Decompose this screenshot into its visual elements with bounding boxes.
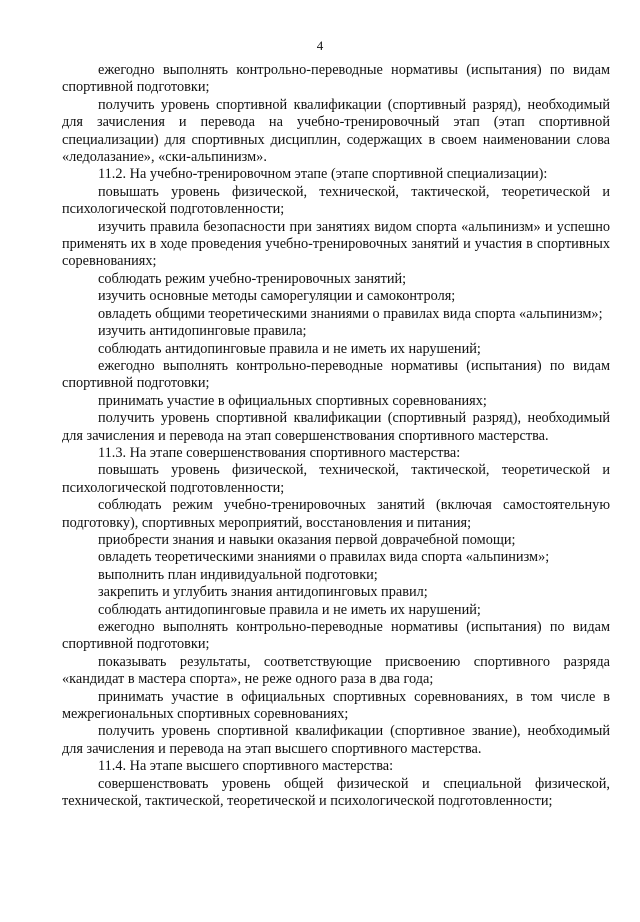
paragraph: ежегодно выполнять контрольно-переводные нормативы (испытания) по видам спортивной подготовки; [62,62,610,96]
paragraph: принимать участие в официальных спортивных соревнованиях; [98,392,487,409]
paragraph: изучить основные методы саморегуляции и самоконтроля; [98,288,456,305]
paragraph: овладеть теоретическими знаниями о правилах вида спорта «альпинизм»; [98,549,550,566]
paragraph: совершенствовать уровень общей физической и специальной физической, технической, тактической, теоретической и психологической подготовленности; [62,775,610,810]
paragraph: выполнить план индивидуальной подготовки; [98,566,378,583]
paragraph: получить уровень спортивной квалификации (спортивное звание), необходимый для зачисления и перевода на этап высшего спортивного мастерства. [62,723,610,757]
paragraph: повышать уровень физической, технической, тактической, теоретической и психологической подготовленности; [62,183,610,218]
paragraph: ежегодно выполнять контрольно-переводные нормативы (испытания) по видам спортивной подготовки; [62,619,610,653]
document-body [62,62,610,810]
section-heading: 11.3. На этапе совершенствования спортивного мастерства: [98,444,461,461]
paragraph: повышать уровень физической, технической, тактической, теоретической и психологической подготовленности; [62,462,610,496]
paragraph: закрепить и углубить знания антидопинговых правил; [98,584,428,601]
paragraph: овладеть общими теоретическими знаниями о правилах вида спорта «альпинизм»; [98,305,603,322]
paragraph: приобрести знания и навыки оказания первой доврачебной помощи; [98,531,516,548]
paragraph: изучить правила безопасности при занятиях видом спорта «альпинизм» и успешно применять их в ходе проведения учебно-тренировочных занятий и участия в спортивных соревнованиях; [62,218,610,270]
paragraph: ежегодно выполнять контрольно-переводные нормативы (испытания) по видам спортивной подготовки; [62,357,610,392]
paragraph: получить уровень спортивной квалификации (спортивный разряд), необходимый для зачисления и перевода на этап совершенствования спортивного мастерства. [62,410,610,444]
paragraph: соблюдать антидопинговые правила и не иметь их нарушений; [98,601,481,618]
paragraph: показывать результаты, соответствующие присвоению спортивного разряда «кандидат в мастера спорта», не реже одного раза в два года; [62,653,610,688]
paragraph: соблюдать режим учебно-тренировочных занятий; [98,270,407,287]
section-heading: 11.4. На этапе высшего спортивного мастерства: [98,758,394,775]
paragraph: изучить антидопинговые правила; [98,323,307,340]
paragraph: соблюдать режим учебно-тренировочных занятий (включая самостоятельную подготовку), спортивных мероприятий, восстановления и питания; [62,497,610,531]
paragraph: соблюдать антидопинговые правила и не иметь их нарушений; [98,340,481,357]
page-number: 4 [316,38,324,53]
section-heading: 11.2. На учебно-тренировочном этапе (этапе спортивной специализации): [98,166,548,183]
paragraph: принимать участие в официальных спортивных соревнованиях, в том числе в межрегиональных спортивных соревнованиях; [62,688,610,723]
paragraph: получить уровень спортивной квалификации (спортивный разряд), необходимый для зачисления и перевода на учебно-тренировочный этап (этап спортивной специализации) для спортивных дисциплин, содержащих в своем наименовании слова «ледолазание», «ски-альпинизм». [62,96,610,166]
